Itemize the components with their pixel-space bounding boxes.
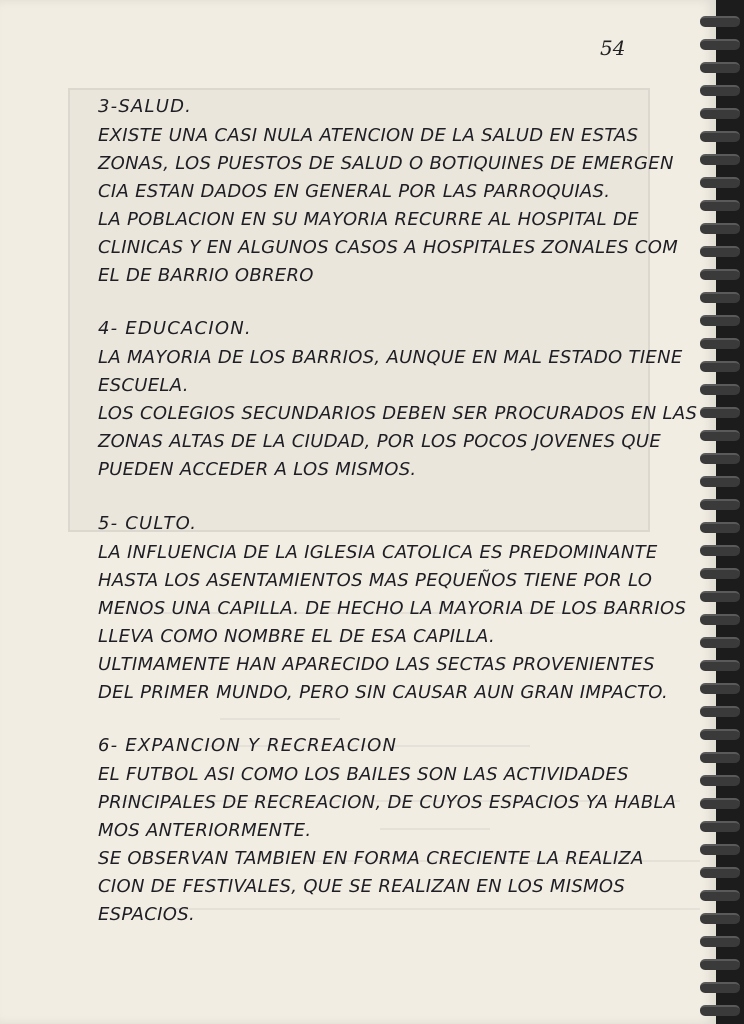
- text-line: MOS ANTERIORMENTE.: [98, 820, 312, 841]
- text-line: ESCUELA.: [98, 375, 189, 396]
- text-line: ESPACIOS.: [98, 904, 195, 925]
- text-line: LA INFLUENCIA DE LA IGLESIA CATOLICA ES PREDOMINANTE: [98, 542, 658, 563]
- text-line: ULTIMAMENTE HAN APARECIDO LAS SECTAS PROVENIENTES: [98, 654, 655, 675]
- binding-coil: [700, 223, 740, 234]
- binding-coil: [700, 1005, 740, 1016]
- binding-coil: [700, 338, 740, 349]
- binding-coil: [700, 591, 740, 602]
- binding-coil: [700, 246, 740, 257]
- binding-coil: [700, 844, 740, 855]
- text-line: LLEVA COMO NOMBRE EL DE ESA CAPILLA.: [98, 626, 496, 647]
- binding-coil: [700, 890, 740, 901]
- binding-coil: [700, 683, 740, 694]
- text-line: CIA ESTAN DADOS EN GENERAL POR LAS PARROQUIAS.: [98, 181, 611, 202]
- binding-coil: [700, 430, 740, 441]
- binding-coil: [700, 729, 740, 740]
- binding-coil: [700, 821, 740, 832]
- binding-coil: [700, 16, 740, 27]
- text-line: LA POBLACION EN SU MAYORIA RECURRE AL HOSPITAL DE: [98, 209, 639, 230]
- binding-coil: [700, 200, 740, 211]
- binding-coil: [700, 568, 740, 579]
- binding-coil: [700, 752, 740, 763]
- binding-coil: [700, 522, 740, 533]
- binding-coil: [700, 545, 740, 556]
- binding-coil: [700, 292, 740, 303]
- section-heading-culto: 5- CULTO.: [98, 513, 198, 534]
- text-line: EL DE BARRIO OBRERO: [98, 265, 314, 286]
- binding-coil: [700, 108, 740, 119]
- text-line: PUEDEN ACCEDER A LOS MISMOS.: [98, 459, 417, 480]
- binding-coil: [700, 959, 740, 970]
- binding-coil: [700, 499, 740, 510]
- text-line: SE OBSERVAN TAMBIEN EN FORMA CRECIENTE LA REALIZA: [98, 848, 644, 869]
- text-line: CLINICAS Y EN ALGUNOS CASOS A HOSPITALES ZONALES COM: [98, 237, 679, 258]
- binding-coil: [700, 453, 740, 464]
- text-line: EXISTE UNA CASI NULA ATENCION DE LA SALUD EN ESTAS: [98, 125, 639, 146]
- text-line: DEL PRIMER MUNDO, PERO SIN CAUSAR AUN GRAN IMPACTO.: [98, 682, 669, 703]
- binding-coil: [700, 660, 740, 671]
- binding-coil: [700, 637, 740, 648]
- binding-coil: [700, 315, 740, 326]
- binding-coil: [700, 269, 740, 280]
- binding-coil: [700, 62, 740, 73]
- text-line: LA MAYORIA DE LOS BARRIOS, AUNQUE EN MAL ESTADO TIENE: [98, 347, 683, 368]
- text-line: PRINCIPALES DE RECREACION, DE CUYOS ESPACIOS YA HABLA: [98, 792, 677, 813]
- text-line: EL FUTBOL ASI COMO LOS BAILES SON LAS ACTIVIDADES: [98, 764, 629, 785]
- text-line: ZONAS, LOS PUESTOS DE SALUD O BOTIQUINES DE EMERGEN: [98, 153, 674, 174]
- binding-coil: [700, 936, 740, 947]
- binding-coil: [700, 131, 740, 142]
- binding-coil: [700, 177, 740, 188]
- binding-coil: [700, 154, 740, 165]
- section-heading-expancion: 6- EXPANCION Y RECREACION: [98, 735, 398, 756]
- text-line: HASTA LOS ASENTAMIENTOS MAS PEQUEÑOS TIENE POR LO: [98, 570, 653, 591]
- binding-coil: [700, 867, 740, 878]
- binding-coil: [700, 706, 740, 717]
- page-number: 54: [600, 36, 626, 60]
- binding-coil: [700, 384, 740, 395]
- binding-coil: [700, 361, 740, 372]
- text-line: MENOS UNA CAPILLA. DE HECHO LA MAYORIA DE LOS BARRIOS: [98, 598, 687, 619]
- binding-coil: [700, 476, 740, 487]
- section-heading-educacion: 4- EDUCACION.: [98, 318, 252, 339]
- binding-coil: [700, 39, 740, 50]
- binding-coil: [700, 614, 740, 625]
- text-line: ZONAS ALTAS DE LA CIUDAD, POR LOS POCOS JOVENES QUE: [98, 431, 662, 452]
- binding-coil: [700, 913, 740, 924]
- binding-coil: [700, 775, 740, 786]
- binding-coil: [700, 85, 740, 96]
- section-heading-salud: 3-SALUD.: [98, 96, 193, 117]
- text-line: LOS COLEGIOS SECUNDARIOS DEBEN SER PROCURADOS EN LAS: [98, 403, 698, 424]
- binding-coil: [700, 982, 740, 993]
- spiral-binding: [716, 0, 744, 1024]
- binding-coil: [700, 798, 740, 809]
- text-line: CION DE FESTIVALES, QUE SE REALIZAN EN LOS MISMOS: [98, 876, 626, 897]
- binding-coil: [700, 407, 740, 418]
